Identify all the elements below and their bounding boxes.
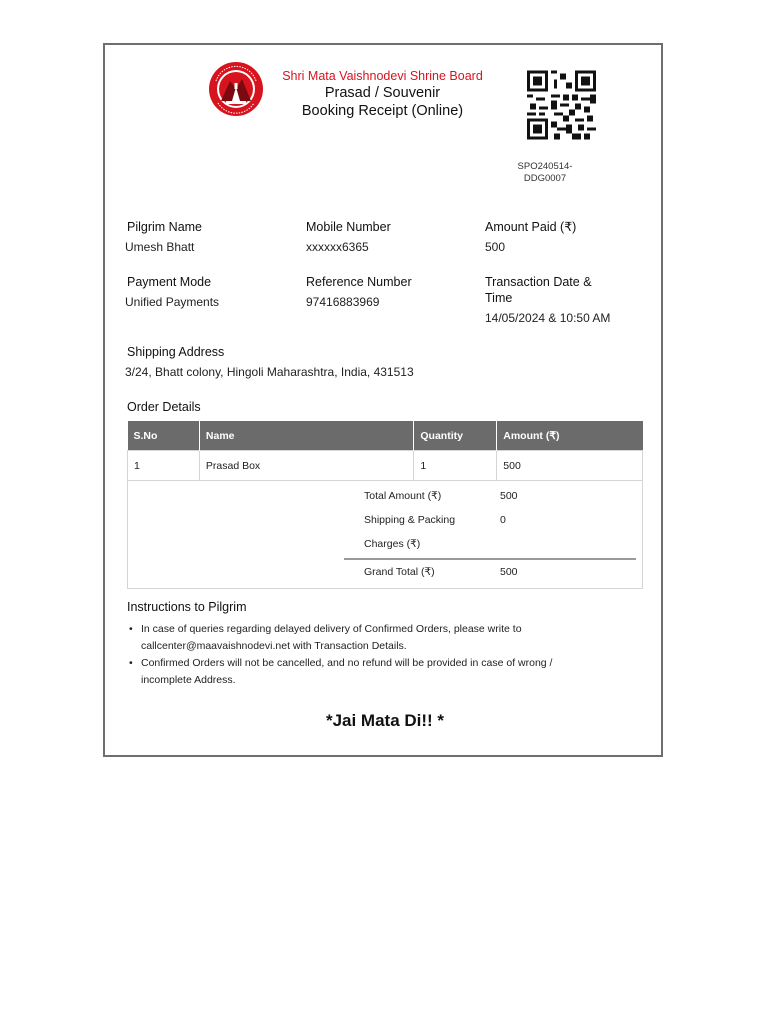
instructions-title: Instructions to Pilgrim (127, 600, 247, 614)
blessing-text: *Jai Mata Di!! * (325, 711, 445, 730)
list-item: • In case of queries regarding delayed delivery of Confirmed Orders, please write to callcenter@maavaishnodevi.net with Transaction Details. (141, 621, 581, 655)
field-reference-number: Reference Number 97416883969 (306, 275, 412, 309)
field-pilgrim-name: Pilgrim Name Umesh Bhatt (125, 220, 203, 254)
cell-quantity: 1 (414, 451, 497, 481)
field-payment-mode: Payment Mode Unified Payments (125, 275, 220, 309)
receipt-title-line2: Booking Receipt (Online) (301, 103, 464, 119)
field-amount-paid: Amount Paid (₹) 500 (485, 220, 577, 254)
order-details-title: Order Details (127, 400, 201, 414)
field-shipping-address: Shipping Address 3/24, Bhatt colony, Hingoli Maharashtra, India, 431513 (125, 345, 414, 379)
board-name: Shri Mata Vaishnodevi Shrine Board (282, 69, 483, 83)
col-sno: S.No (128, 421, 200, 451)
order-table-header (128, 421, 643, 451)
qr-code-icon (527, 70, 596, 140)
list-item: • Confirmed Orders will not be cancelled, and no refund will be provided in case of wrong / incomplete Address. (141, 655, 581, 689)
receipt-header (255, 69, 510, 120)
table-row (128, 451, 643, 481)
receipt-title-line1: Prasad / Souvenir (324, 85, 441, 101)
cell-amount: 500 (497, 451, 643, 481)
receipt-card (103, 43, 663, 757)
booking-reference-code: SPO240514- DDG0007 (517, 161, 573, 184)
field-transaction-datetime: Transaction Date & Time 14/05/2024 & 10:50 AM (485, 275, 611, 325)
col-name: Name (199, 421, 413, 451)
cell-name: Prasad Box (199, 451, 413, 481)
cell-sno: 1 (128, 451, 200, 481)
field-mobile-number: Mobile Number xxxxxx6365 (306, 220, 391, 254)
order-table (127, 421, 643, 481)
col-quantity: Quantity (414, 421, 497, 451)
col-amount: Amount (₹) (497, 421, 643, 451)
instructions-list (129, 621, 581, 689)
order-totals: Total Amount (₹) 500 Shipping & Packing Charges (₹) 0 Grand Total (₹) 500 (127, 480, 643, 589)
